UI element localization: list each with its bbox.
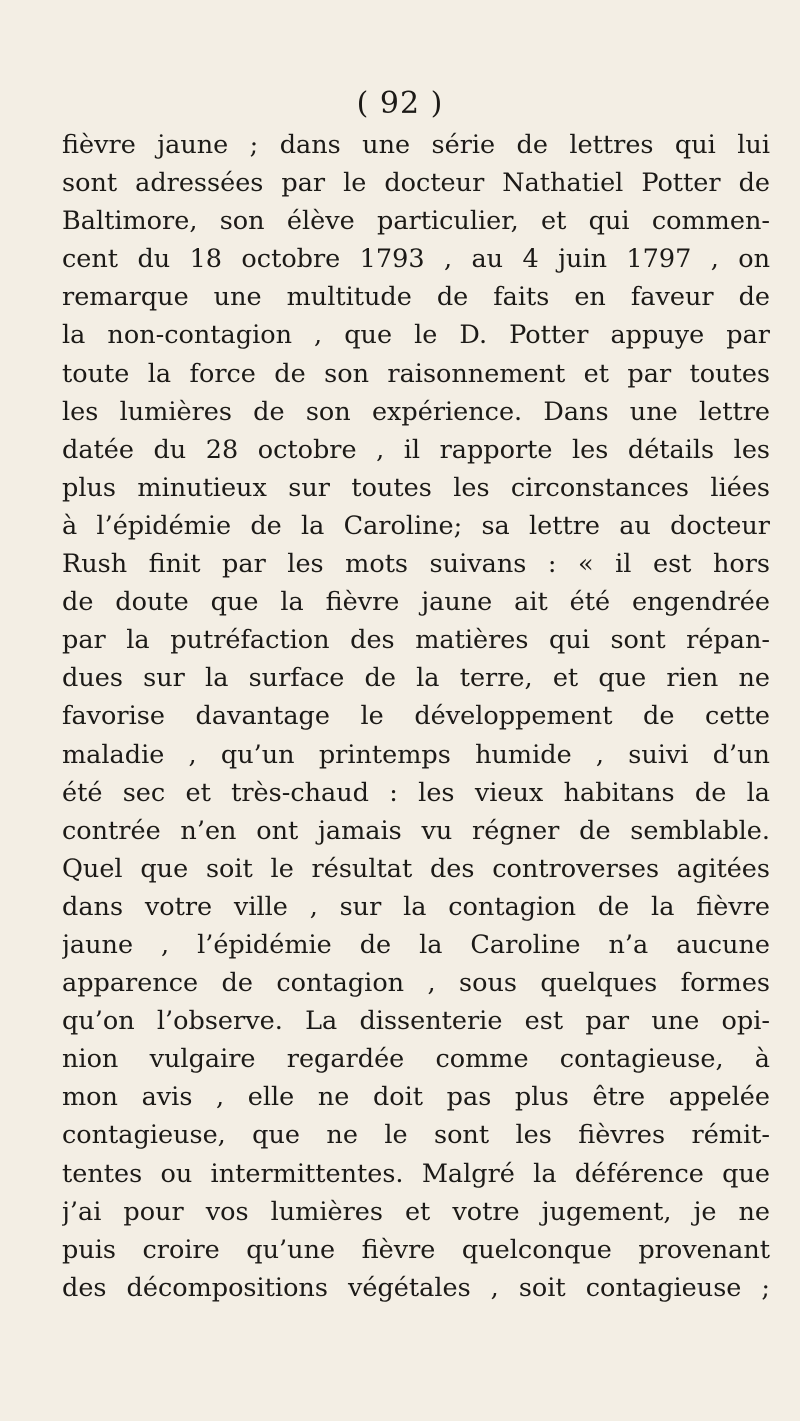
text-line-20: Quel que soit le résultat des controverses agitées [62, 853, 770, 884]
text-line-1: fièvre jaune ; dans une série de lettres qui lui [62, 130, 770, 160]
text-line-12: Rush finit par les mots suivans : « il est hors [62, 549, 770, 580]
text-line-29: j’ai pour vos lumières et votre jugement, je ne [62, 1196, 770, 1227]
text-line-28: tentes ou intermittentes. Malgré la déférence que [62, 1158, 770, 1189]
text-line-18: été sec et très-chaud : les vieux habitans de la [62, 777, 770, 808]
page-number: ( 92 ) [356, 86, 444, 121]
text-line-17: maladie , qu’un printemps humide , suivi d’un [62, 739, 770, 770]
text-line-21: dans votre ville , sur la contagion de la fièvre [62, 891, 770, 922]
text-line-31: des décompositions végétales , soit contagieuse ; [62, 1272, 770, 1303]
text-line-2: sont adressées par le docteur Nathatiel Potter de [62, 168, 770, 199]
text-line-16: favorise davantage le développement de cette [62, 701, 770, 732]
text-line-4: cent du 18 octobre 1793 , au 4 juin 1797 , on [62, 244, 770, 275]
text-line-26: mon avis , elle ne doit pas plus être appelée [62, 1082, 770, 1113]
text-line-25: nion vulgaire regardée comme contagieuse, à [62, 1044, 770, 1075]
text-line-6: la non-contagion , que le D. Potter appuye par [62, 320, 770, 351]
text-line-14: par la putréfaction des matières qui sont répan- [62, 625, 770, 656]
text-line-24: qu’on l’observe. La dissenterie est par une opi- [62, 1006, 770, 1037]
text-line-3: Baltimore, son élève particulier, et qui commen- [62, 206, 770, 237]
text-line-7: toute la force de son raisonnement et par toutes [62, 358, 770, 389]
text-line-15: dues sur la surface de la terre, et que rien ne [62, 663, 770, 694]
text-line-10: plus minutieux sur toutes les circonstances liées [62, 472, 770, 503]
body-text [62, 126, 770, 1307]
text-line-23: apparence de contagion , sous quelques formes [62, 968, 770, 999]
text-line-13: de doute que la fièvre jaune ait été engendrée [62, 587, 770, 618]
text-line-22: jaune , l’épidémie de la Caroline n’a aucune [62, 929, 770, 960]
text-line-9: datée du 28 octobre , il rapporte les détails les [62, 434, 770, 465]
text-line-30: puis croire qu’une fièvre quelconque provenant [62, 1234, 770, 1265]
text-line-5: remarque une multitude de faits en faveur de [62, 282, 770, 313]
text-line-8: les lumières de son expérience. Dans une lettre [62, 396, 770, 427]
text-line-19: contrée n’en ont jamais vu régner de semblable. [62, 815, 770, 846]
text-line-27: contagieuse, que ne le sont les fièvres rémit- [62, 1120, 770, 1151]
text-line-11: à l’épidémie de la Caroline; sa lettre au docteur [62, 510, 770, 541]
